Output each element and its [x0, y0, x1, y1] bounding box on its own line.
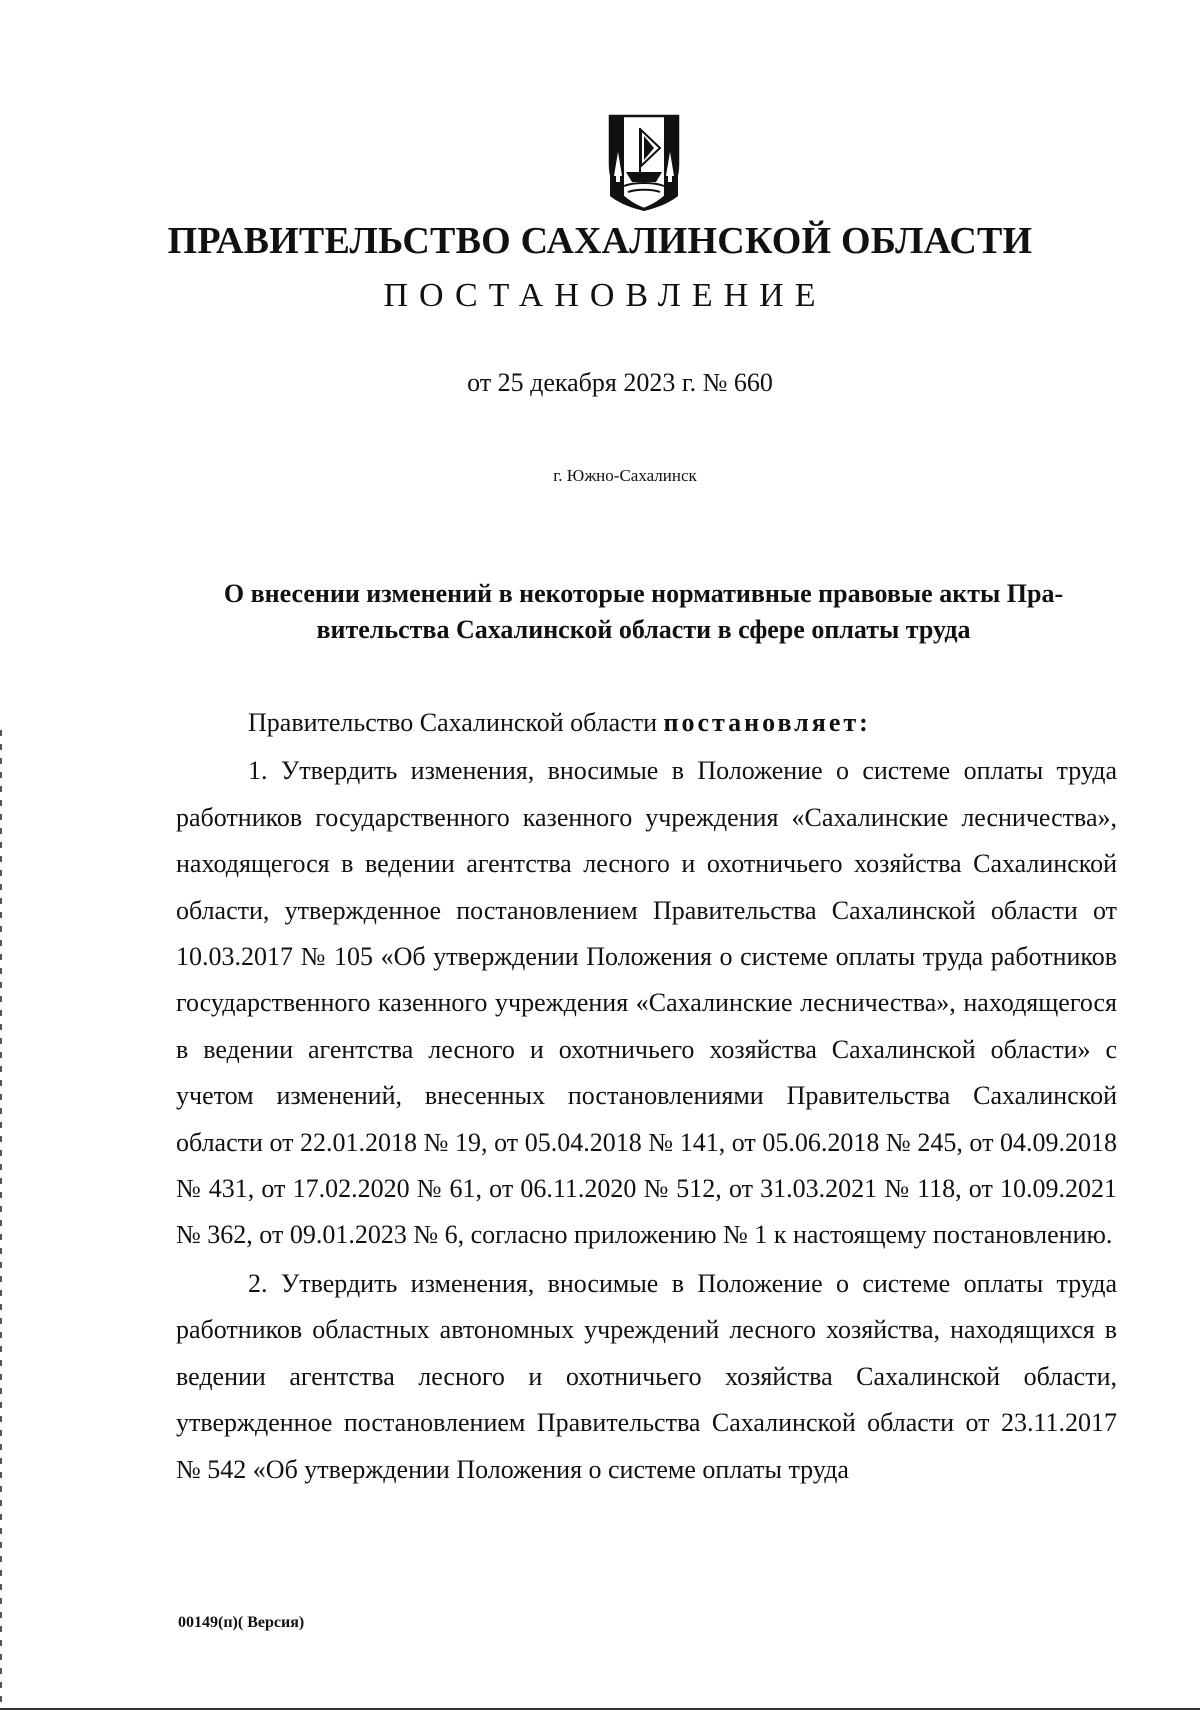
footer-version-code: 00149(п)( Версия) — [178, 1614, 305, 1631]
intro-paragraph — [176, 700, 1117, 746]
scan-edge-left — [0, 730, 2, 1710]
document-date-number: от 25 декабря 2023 г. № 660 — [467, 368, 773, 397]
sakhalin-coat-of-arms-icon — [604, 112, 684, 212]
intro-resolves: постановляет: — [663, 708, 871, 737]
document-body — [176, 700, 1117, 1495]
paragraph-2: 2. Утвердить изменения, вносимые в Положение о системе оплаты труда работников областных автономных учреждений лесного хозяйства, находящихся в ведении агентства лесного и охотничьего хозяйства Сахалинской области, утвержденное постановлением Правительства Сахалинской области от 23.11.2017 № 542 «Об утверждении Положения о системе оплаты труда — [176, 1268, 1117, 1484]
document-heading: О внесении изменений в некоторые нормативные правовые акты Правительства Сахалинской области в сфере оплаты труда — [223, 579, 1064, 644]
paragraph-1: 1. Утвердить изменения, вносимые в Положение о системе оплаты труда работников государственного казенного учреждения «Сахалинские лесничества», находящегося в ведении агентства лесного и охотничьего хозяйства Сахалинской области, утвержденное постановлением Правительства Сахалинской области от 10.03.2017 № 105 «Об утверждении Положения о системе оплаты труда работников государственного казенного учреждения «Сахалинские лесничества», находящегося в ведении агентства лесного и охотничьего хозяйства Сахалинской области» с учетом изменений, внесенных постановлениями Правительства Сахалинской области от 22.01.2018 № 19, от 05.04.2018 № 141, от 05.06.2018 № 245, от 04.09.2018 № 431, от 17.02.2020 № 61, от 06.11.2020 № 512, от 31.03.2021 № 118, от 10.09.2021 № 362, от 09.01.2023 № 6, согласно приложению № 1 к настоящему постановлению. — [176, 756, 1117, 1250]
intro-text: Правительство Сахалинской области — [248, 708, 664, 737]
document-city: г. Южно-Сахалинск — [553, 466, 697, 485]
document-type: ПОСТАНОВЛЕНИЕ — [383, 277, 827, 314]
organization-title: ПРАВИТЕЛЬСТВО САХАЛИНСКОЙ ОБЛАСТИ — [167, 220, 1033, 262]
